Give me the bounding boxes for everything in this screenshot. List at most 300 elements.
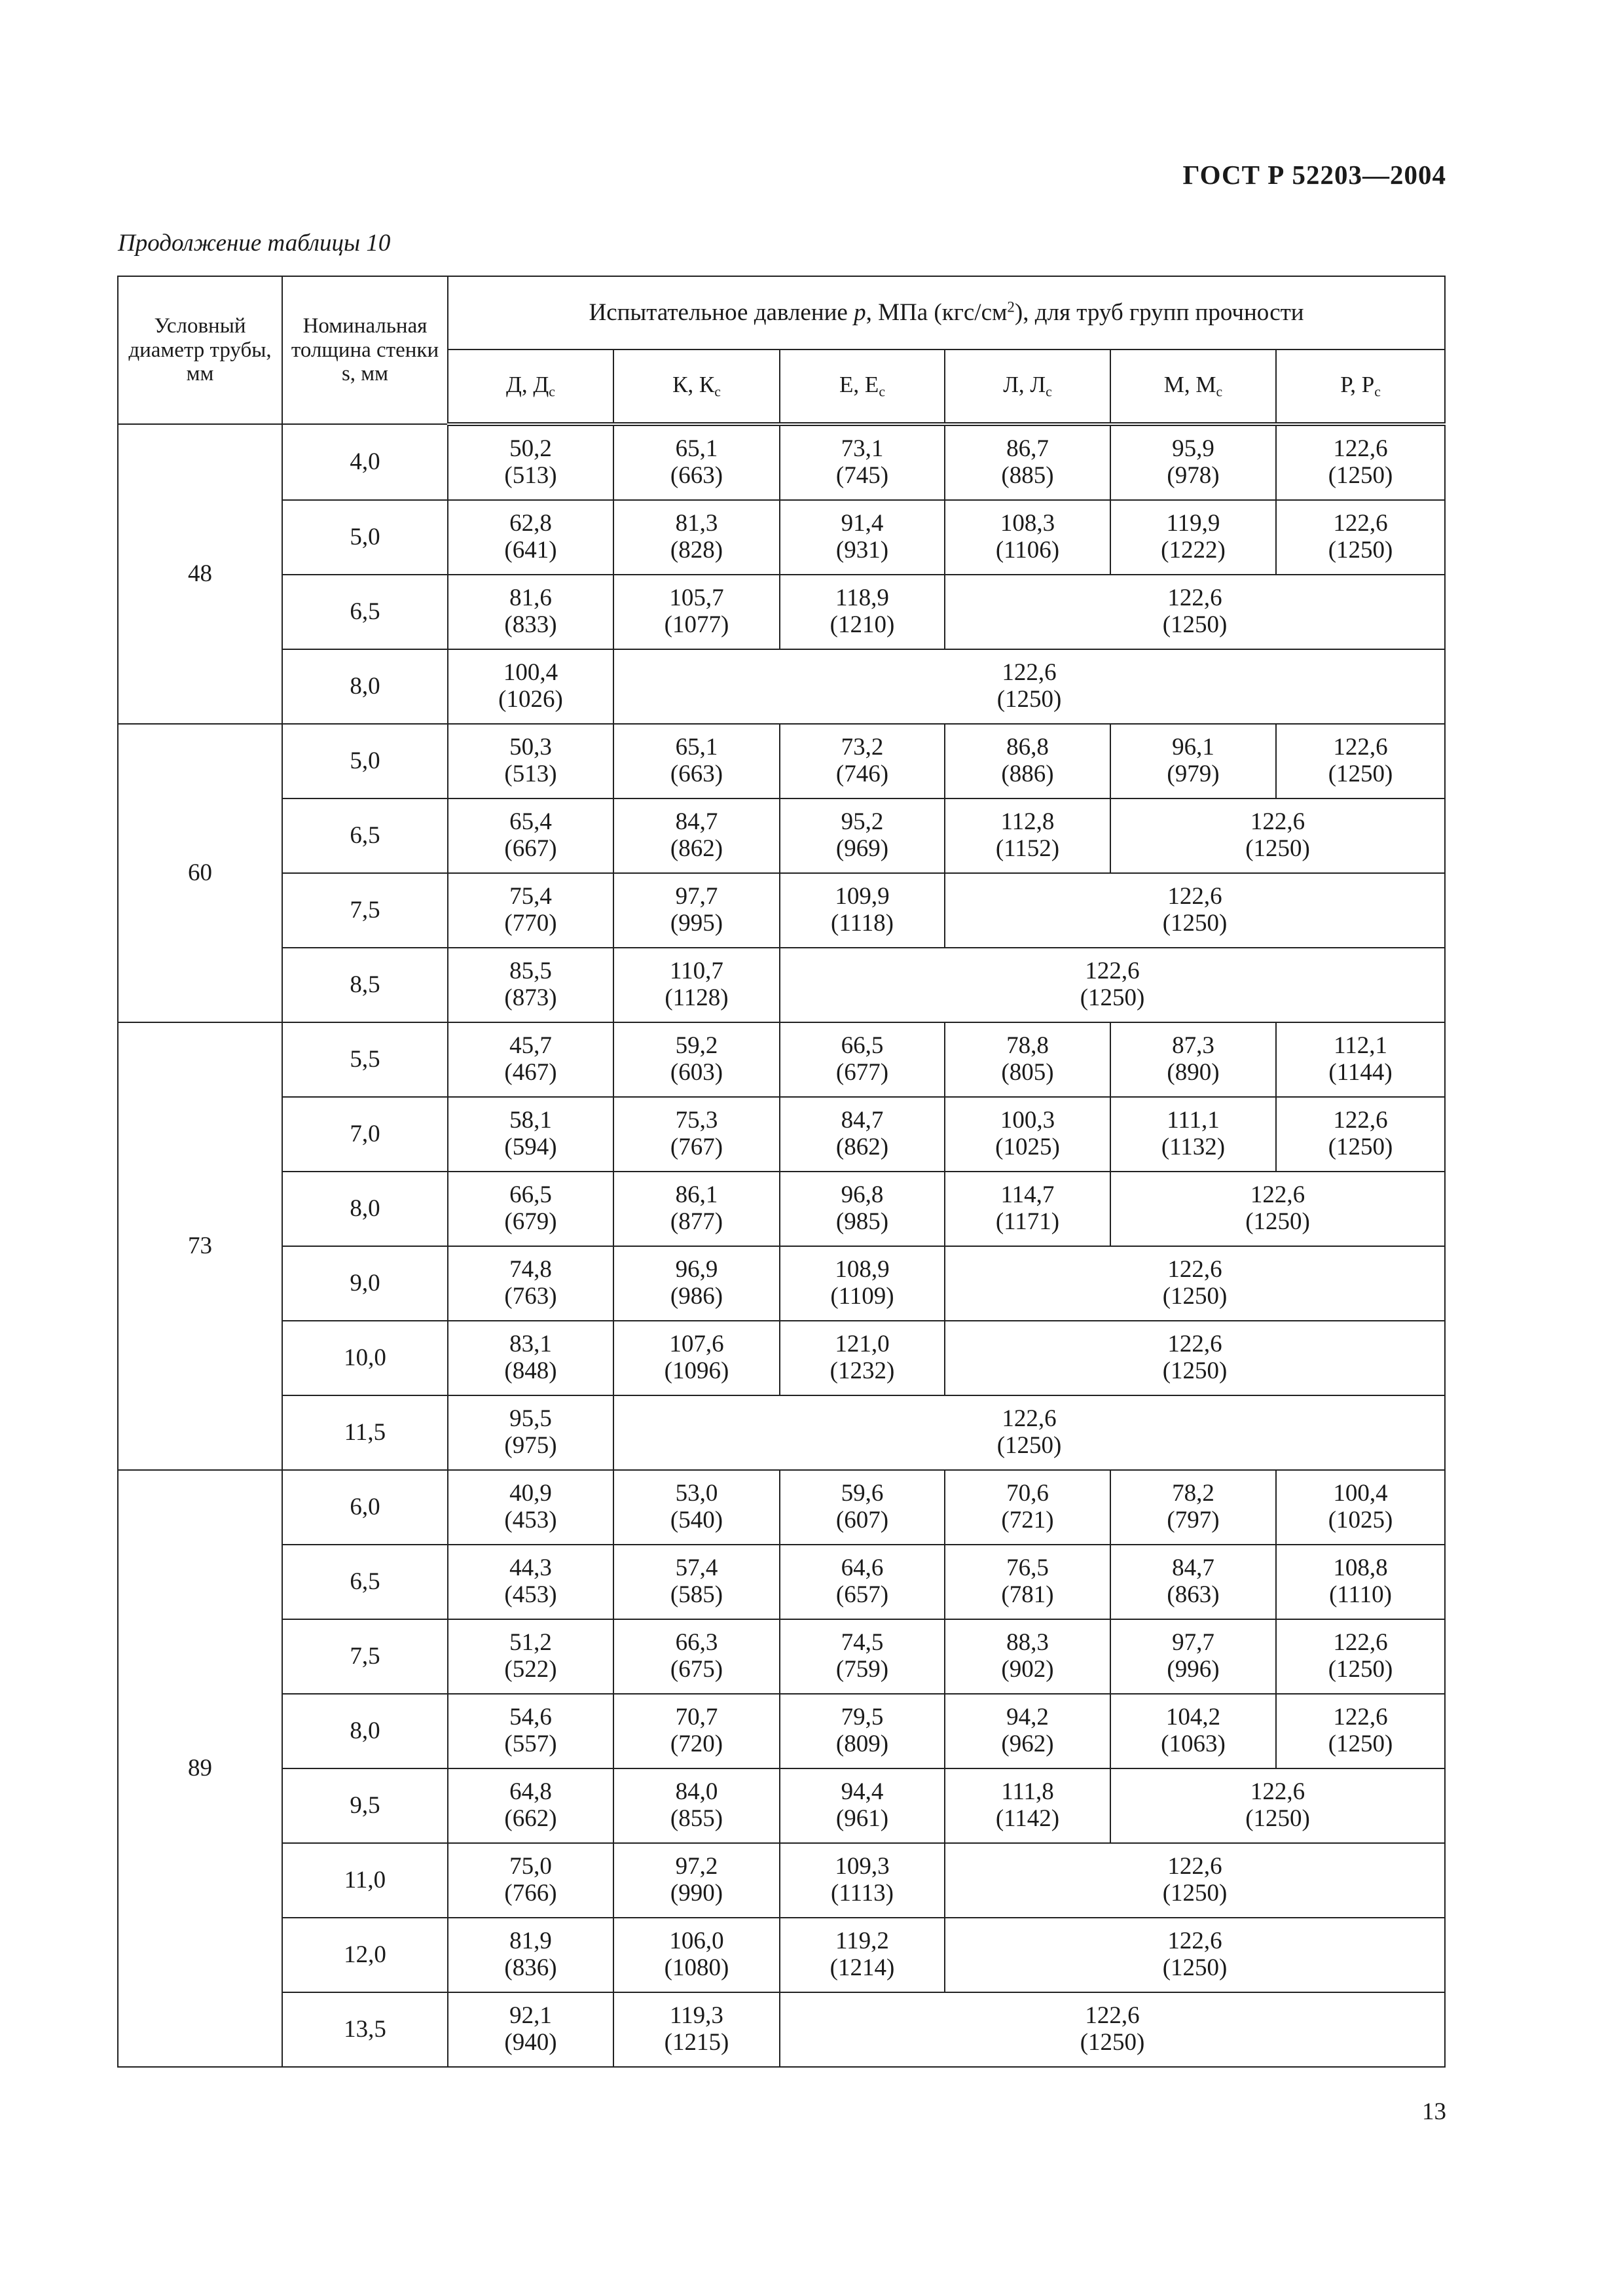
page-number: 13 <box>1422 2098 1446 2125</box>
header-group-0 <box>448 350 613 424</box>
pressure-cell <box>448 724 613 798</box>
pressure-kgf: (862) <box>835 1134 889 1160</box>
pressure-table <box>117 276 1446 2068</box>
pressure-kgf: (995) <box>670 910 723 937</box>
pressure-kgf: (990) <box>670 1880 723 1907</box>
pressure-kgf: (453) <box>504 1507 557 1534</box>
wall-thickness-cell: 5,0 <box>282 724 448 798</box>
pressure-kgf: (1080) <box>664 1954 729 1981</box>
pressure-cell <box>1276 1470 1445 1545</box>
pressure-cell <box>448 948 613 1022</box>
wall-thickness-cell: 13,5 <box>282 1992 448 2067</box>
header-test-pressure-text: Испытательное давление p, МПа $(кгс/см^2)$, для труб групп прочности <box>589 298 1304 327</box>
table-row <box>118 873 1445 948</box>
pressure-kgf: (1025) <box>995 1134 1060 1160</box>
pressure-mpa: 122,6 <box>1333 510 1388 537</box>
pressure-mpa: 66,5 <box>509 1181 552 1209</box>
diameter-cell: 60 <box>118 724 282 1022</box>
pressure-mpa: 84,7 <box>675 808 718 836</box>
pressure-cell <box>780 1022 945 1097</box>
pressure-mpa: 73,2 <box>841 734 884 761</box>
pressure-kgf: (1250) <box>1245 835 1310 862</box>
pressure-kgf: (453) <box>504 1581 557 1608</box>
pressure-mpa: 94,4 <box>841 1778 884 1806</box>
pressure-cell <box>613 724 780 798</box>
pressure-cell <box>945 1470 1110 1545</box>
group-label: М, М <box>1163 371 1216 397</box>
pressure-kgf: (1250) <box>1328 1731 1393 1757</box>
pressure-mpa: 118,9 <box>835 584 889 612</box>
pressure-kgf: (657) <box>835 1581 889 1608</box>
pressure-cell <box>945 1172 1110 1246</box>
pressure-mpa: 97,2 <box>675 1853 718 1880</box>
wall-thickness-cell: 6,5 <box>282 1545 448 1619</box>
table-row <box>118 1097 1445 1172</box>
pressure-cell <box>1110 1172 1445 1246</box>
pressure-mpa: 94,2 <box>1006 1704 1049 1731</box>
pressure-mpa: 122,6 <box>1085 958 1140 985</box>
pressure-kgf: (1250) <box>1328 537 1393 564</box>
pressure-kgf: (467) <box>504 1059 557 1086</box>
table-row <box>118 1172 1445 1246</box>
pressure-mpa: 91,4 <box>841 510 884 537</box>
group-subscript: с <box>1216 384 1223 400</box>
pressure-cell <box>945 575 1445 649</box>
pressure-mpa: 66,5 <box>841 1032 884 1060</box>
pressure-cell <box>945 1619 1110 1694</box>
pressure-cell <box>448 1619 613 1694</box>
pressure-kgf: (745) <box>835 462 889 489</box>
pressure-cell <box>780 575 945 649</box>
pressure-mpa: 45,7 <box>509 1032 552 1060</box>
pressure-kgf: (1214) <box>830 1954 895 1981</box>
pressure-kgf: (1250) <box>1328 1134 1393 1160</box>
pressure-cell <box>945 1022 1110 1097</box>
table-row <box>118 948 1445 1022</box>
pressure-mpa: 86,1 <box>675 1181 718 1209</box>
pressure-kgf: (978) <box>1167 462 1220 489</box>
wall-thickness-cell: 8,5 <box>282 948 448 1022</box>
pressure-cell <box>780 1545 945 1619</box>
pressure-kgf: (1026) <box>498 686 563 713</box>
pressure-cell <box>448 1470 613 1545</box>
pressure-mpa: 122,6 <box>1085 2002 1140 2030</box>
group-subscript: с <box>549 384 555 400</box>
pressure-kgf: (885) <box>1001 462 1054 489</box>
pressure-kgf: (855) <box>670 1805 723 1832</box>
table-row <box>118 798 1445 873</box>
pressure-cell <box>448 873 613 948</box>
pressure-kgf: (836) <box>504 1954 557 1981</box>
pressure-mpa: 65,1 <box>675 734 718 761</box>
pressure-kgf: (1077) <box>664 611 729 638</box>
pressure-mpa: 44,3 <box>509 1554 552 1582</box>
pressure-mpa: 75,0 <box>509 1853 552 1880</box>
pressure-cell <box>780 948 1445 1022</box>
pressure-cell <box>613 1992 780 2067</box>
pressure-mpa: 64,6 <box>841 1554 884 1582</box>
pressure-mpa: 100,3 <box>1000 1107 1055 1134</box>
header-group-3 <box>945 350 1110 424</box>
pressure-cell <box>448 1545 613 1619</box>
pressure-cell <box>780 1321 945 1395</box>
table-row <box>118 1694 1445 1768</box>
pressure-kgf: (1250) <box>1328 1656 1393 1683</box>
pressure-cell <box>945 500 1110 575</box>
wall-thickness-cell: 7,5 <box>282 1619 448 1694</box>
pressure-cell <box>1110 1619 1276 1694</box>
pressure-mpa: 111,8 <box>1001 1778 1054 1806</box>
pressure-mpa: 95,5 <box>509 1405 552 1433</box>
pressure-kgf: (1250) <box>1328 761 1393 787</box>
document-number: ГОСТ Р 52203—2004 <box>1182 160 1446 190</box>
pressure-kgf: (1132) <box>1161 1134 1226 1160</box>
pressure-mpa: 109,9 <box>835 883 890 910</box>
pressure-kgf: (540) <box>670 1507 723 1534</box>
pressure-cell <box>448 1172 613 1246</box>
group-subscript: с <box>714 384 721 400</box>
pressure-cell <box>945 1768 1110 1843</box>
pressure-kgf: (1096) <box>664 1357 729 1384</box>
pressure-mpa: 122,6 <box>1167 584 1222 612</box>
pressure-kgf: (986) <box>670 1283 723 1310</box>
pressure-kgf: (975) <box>504 1432 557 1459</box>
pressure-mpa: 122,6 <box>1167 1256 1222 1283</box>
pressure-kgf: (1250) <box>1162 1357 1228 1384</box>
pressure-kgf: (679) <box>504 1208 557 1235</box>
group-label: К, К <box>672 371 715 397</box>
pressure-cell <box>448 1246 613 1321</box>
pressure-cell <box>613 1843 780 1918</box>
pressure-cell <box>448 1321 613 1395</box>
table-row <box>118 1395 1445 1470</box>
pressure-cell <box>613 1022 780 1097</box>
table-row <box>118 649 1445 724</box>
pressure-cell <box>1110 724 1276 798</box>
pressure-mpa: 83,1 <box>509 1331 552 1358</box>
pressure-kgf: (1171) <box>995 1208 1060 1235</box>
table-row <box>118 1619 1445 1694</box>
pressure-cell <box>448 500 613 575</box>
pressure-kgf: (667) <box>504 835 557 862</box>
pressure-cell <box>1276 1619 1445 1694</box>
pressure-kgf: (940) <box>504 2029 557 2056</box>
table-row <box>118 1992 1445 2067</box>
pressure-cell <box>448 1992 613 2067</box>
pressure-mpa: 119,2 <box>835 1928 889 1955</box>
pressure-kgf: (1118) <box>831 910 894 937</box>
pressure-cell <box>1110 1097 1276 1172</box>
pressure-kgf: (1250) <box>1162 1283 1228 1310</box>
pressure-cell <box>945 1918 1445 1992</box>
pressure-kgf: (890) <box>1167 1059 1220 1086</box>
pressure-kgf: (797) <box>1167 1507 1220 1534</box>
pressure-kgf: (767) <box>670 1134 723 1160</box>
pressure-cell <box>1110 1694 1276 1768</box>
pressure-kgf: (1250) <box>1328 462 1393 489</box>
pressure-cell <box>945 1843 1445 1918</box>
pressure-kgf: (1128) <box>665 984 729 1011</box>
pressure-mpa: 40,9 <box>509 1480 552 1507</box>
table-row <box>118 1246 1445 1321</box>
pressure-mpa: 65,4 <box>509 808 552 836</box>
pressure-mpa: 109,3 <box>835 1853 890 1880</box>
pressure-kgf: (805) <box>1001 1059 1054 1086</box>
pressure-kgf: (1222) <box>1161 537 1226 564</box>
wall-thickness-cell: 9,0 <box>282 1246 448 1321</box>
pressure-mpa: 122,6 <box>1002 1405 1057 1433</box>
pressure-cell <box>613 500 780 575</box>
pressure-mpa: 75,4 <box>509 883 552 910</box>
pressure-cell <box>1110 1470 1276 1545</box>
pressure-mpa: 114,7 <box>1000 1181 1055 1209</box>
pressure-mpa: 75,3 <box>675 1107 718 1134</box>
pressure-cell <box>945 1694 1110 1768</box>
pressure-kgf: (996) <box>1167 1656 1220 1683</box>
pressure-cell <box>613 1097 780 1172</box>
pressure-kgf: (522) <box>504 1656 557 1683</box>
pressure-cell <box>1276 724 1445 798</box>
wall-thickness-cell: 11,0 <box>282 1843 448 1918</box>
pressure-cell <box>613 948 780 1022</box>
wall-thickness-cell: 7,5 <box>282 873 448 948</box>
pressure-cell <box>1110 1022 1276 1097</box>
pressure-cell <box>945 798 1110 873</box>
pressure-cell <box>945 424 1110 500</box>
pressure-mpa: 59,2 <box>675 1032 718 1060</box>
pressure-cell <box>613 798 780 873</box>
pressure-cell <box>1110 424 1276 500</box>
pressure-cell <box>780 1918 945 1992</box>
pressure-cell <box>613 1395 1445 1470</box>
pressure-kgf: (513) <box>504 761 557 787</box>
group-subscript: с <box>1374 384 1381 400</box>
diameter-cell: 48 <box>118 424 282 724</box>
header-group-5 <box>1276 350 1445 424</box>
pressure-mpa: 70,7 <box>675 1704 718 1731</box>
pressure-cell <box>780 1470 945 1545</box>
pressure-mpa: 66,3 <box>675 1629 718 1657</box>
pressure-mpa: 84,0 <box>675 1778 718 1806</box>
pressure-kgf: (877) <box>670 1208 723 1235</box>
pressure-kgf: (770) <box>504 910 557 937</box>
pressure-cell <box>613 1246 780 1321</box>
pressure-kgf: (873) <box>504 984 557 1011</box>
pressure-mpa: 65,1 <box>675 435 718 463</box>
table-row <box>118 1545 1445 1619</box>
pressure-mpa: 112,8 <box>1000 808 1055 836</box>
pressure-mpa: 122,6 <box>1250 808 1305 836</box>
pressure-cell <box>1276 424 1445 500</box>
pressure-mpa: 97,7 <box>1172 1629 1214 1657</box>
pressure-kgf: (1144) <box>1328 1059 1393 1086</box>
wall-thickness-cell: 11,5 <box>282 1395 448 1470</box>
group-subscript: с <box>1046 384 1052 400</box>
pressure-cell <box>780 1843 945 1918</box>
table-row <box>118 1768 1445 1843</box>
pressure-kgf: (862) <box>670 835 723 862</box>
header-wall-thickness: Номинальная толщина стенки s, мм <box>282 276 448 424</box>
pressure-kgf: (961) <box>835 1805 889 1832</box>
table-row <box>118 1843 1445 1918</box>
pressure-cell <box>1276 500 1445 575</box>
pressure-kgf: (721) <box>1001 1507 1054 1534</box>
pressure-cell <box>448 1694 613 1768</box>
diameter-cell: 89 <box>118 1470 282 2067</box>
wall-thickness-cell: 9,5 <box>282 1768 448 1843</box>
pressure-kgf: (1250) <box>996 686 1062 713</box>
pressure-cell <box>780 798 945 873</box>
pressure-cell <box>945 1246 1445 1321</box>
pressure-cell <box>448 424 613 500</box>
pressure-cell <box>1276 1097 1445 1172</box>
pressure-kgf: (985) <box>835 1208 889 1235</box>
pressure-mpa: 78,8 <box>1006 1032 1049 1060</box>
pressure-mpa: 96,1 <box>1172 734 1214 761</box>
pressure-mpa: 108,8 <box>1333 1554 1388 1582</box>
pressure-kgf: (886) <box>1001 761 1054 787</box>
pressure-mpa: 74,5 <box>841 1629 884 1657</box>
pressure-mpa: 105,7 <box>669 584 724 612</box>
pressure-kgf: (663) <box>670 761 723 787</box>
pressure-mpa: 64,8 <box>509 1778 552 1806</box>
pressure-mpa: 100,4 <box>1333 1480 1388 1507</box>
pressure-kgf: (781) <box>1001 1581 1054 1608</box>
group-label: Е, Е <box>839 371 879 397</box>
pressure-cell <box>1110 798 1445 873</box>
pressure-kgf: (746) <box>835 761 889 787</box>
table-row <box>118 724 1445 798</box>
pressure-mpa: 53,0 <box>675 1480 718 1507</box>
pressure-mpa: 119,3 <box>670 2002 723 2030</box>
pressure-kgf: (1232) <box>830 1357 895 1384</box>
pressure-kgf: (641) <box>504 537 557 564</box>
wall-thickness-cell: 8,0 <box>282 1694 448 1768</box>
pressure-mpa: 76,5 <box>1006 1554 1049 1582</box>
pressure-mpa: 96,9 <box>675 1256 718 1283</box>
pressure-mpa: 111,1 <box>1167 1107 1220 1134</box>
pressure-cell <box>613 873 780 948</box>
wall-thickness-cell: 10,0 <box>282 1321 448 1395</box>
pressure-mpa: 86,8 <box>1006 734 1049 761</box>
pressure-kgf: (931) <box>835 537 889 564</box>
pressure-mpa: 97,7 <box>675 883 718 910</box>
pressure-kgf: (979) <box>1167 761 1220 787</box>
pressure-mpa: 62,8 <box>509 510 552 537</box>
pressure-mpa: 50,3 <box>509 734 552 761</box>
pressure-cell <box>1110 1768 1445 1843</box>
pressure-mpa: 122,6 <box>1333 734 1388 761</box>
wall-thickness-cell: 6,0 <box>282 1470 448 1545</box>
pressure-cell <box>613 1172 780 1246</box>
pressure-cell <box>613 1321 780 1395</box>
wall-thickness-cell: 8,0 <box>282 1172 448 1246</box>
pressure-kgf: (1063) <box>1161 1731 1226 1757</box>
pressure-mpa: 108,3 <box>1000 510 1055 537</box>
pressure-cell <box>448 798 613 873</box>
pressure-cell <box>613 1470 780 1545</box>
pressure-mpa: 51,2 <box>509 1629 552 1657</box>
pressure-kgf: (1250) <box>1245 1208 1310 1235</box>
pressure-kgf: (662) <box>504 1805 557 1832</box>
pressure-mpa: 110,7 <box>670 958 723 985</box>
pressure-mpa: 50,2 <box>509 435 552 463</box>
pressure-mpa: 122,6 <box>1333 1704 1388 1731</box>
table-row <box>118 424 1445 500</box>
pressure-mpa: 58,1 <box>509 1107 552 1134</box>
pressure-kgf: (1250) <box>1162 611 1228 638</box>
pressure-kgf: (1250) <box>1162 1954 1228 1981</box>
wall-thickness-cell: 5,0 <box>282 500 448 575</box>
table-row <box>118 1022 1445 1097</box>
table-row <box>118 1470 1445 1545</box>
pressure-mpa: 78,2 <box>1172 1480 1214 1507</box>
pressure-kgf: (675) <box>670 1656 723 1683</box>
pressure-kgf: (863) <box>1167 1581 1220 1608</box>
pressure-cell <box>945 873 1445 948</box>
pressure-cell <box>1110 1545 1276 1619</box>
pressure-cell <box>945 1321 1445 1395</box>
pressure-mpa: 122,6 <box>1250 1778 1305 1806</box>
pressure-cell <box>780 873 945 948</box>
pressure-kgf: (1142) <box>995 1805 1060 1832</box>
pressure-mpa: 122,6 <box>1333 435 1388 463</box>
pressure-mpa: 84,7 <box>1172 1554 1214 1582</box>
pressure-kgf: (902) <box>1001 1656 1054 1683</box>
pressure-kgf: (1250) <box>1080 984 1145 1011</box>
pressure-mpa: 74,8 <box>509 1256 552 1283</box>
pressure-kgf: (585) <box>670 1581 723 1608</box>
pressure-cell <box>448 1768 613 1843</box>
pressure-kgf: (594) <box>504 1134 557 1160</box>
pressure-cell <box>448 1395 613 1470</box>
pressure-mpa: 84,7 <box>841 1107 884 1134</box>
pressure-mpa: 122,6 <box>1167 1928 1222 1955</box>
pressure-mpa: 57,4 <box>675 1554 718 1582</box>
pressure-kgf: (1250) <box>1162 1880 1228 1907</box>
pressure-mpa: 96,8 <box>841 1181 884 1209</box>
pressure-kgf: (1025) <box>1328 1507 1393 1534</box>
pressure-cell <box>780 1768 945 1843</box>
wall-thickness-cell: 5,5 <box>282 1022 448 1097</box>
pressure-kgf: (663) <box>670 462 723 489</box>
pressure-kgf: (1250) <box>996 1432 1062 1459</box>
wall-thickness-cell: 12,0 <box>282 1918 448 1992</box>
pressure-cell <box>448 1843 613 1918</box>
pressure-cell <box>448 575 613 649</box>
pressure-cell <box>448 649 613 724</box>
wall-thickness-cell: 8,0 <box>282 649 448 724</box>
pressure-mpa: 122,6 <box>1167 883 1222 910</box>
pressure-cell <box>613 1918 780 1992</box>
pressure-kgf: (607) <box>835 1507 889 1534</box>
table-row <box>118 1321 1445 1395</box>
pressure-cell <box>1276 1545 1445 1619</box>
pressure-kgf: (1215) <box>664 2029 729 2056</box>
pressure-kgf: (513) <box>504 462 557 489</box>
pressure-cell <box>448 1097 613 1172</box>
pressure-cell <box>613 424 780 500</box>
pressure-mpa: 85,5 <box>509 958 552 985</box>
pressure-cell <box>613 575 780 649</box>
pressure-kgf: (969) <box>835 835 889 862</box>
pressure-cell <box>945 724 1110 798</box>
pressure-cell <box>448 1022 613 1097</box>
pressure-kgf: (1210) <box>830 611 895 638</box>
table-row <box>118 1918 1445 1992</box>
header-test-pressure <box>448 276 1445 350</box>
pressure-kgf: (1110) <box>1329 1581 1392 1608</box>
